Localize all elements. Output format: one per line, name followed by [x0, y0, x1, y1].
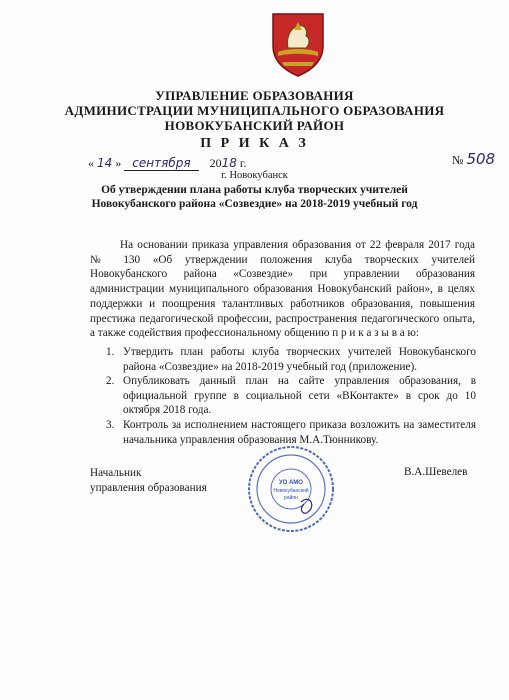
header-line-3: НОВОКУБАНСКИЙ РАЙОН: [164, 118, 345, 133]
header-line-1: УПРАВЛЕНИЕ ОБРАЗОВАНИЯ: [155, 88, 354, 103]
item-text: Опубликовать данный план на сайте управления образования, в официальной группе в социальной сети «ВКонтакте» в срок до 10 октября 2018 года.: [123, 375, 476, 417]
order-date: [88, 156, 246, 171]
item-number: 3.: [106, 418, 115, 431]
date-quote-open: «: [88, 156, 94, 170]
date-year-prefix: 20: [209, 156, 222, 170]
preamble-paragraph: На основании приказа управления образования от 22 февраля 2017 года № 130 «Об утверждении положения клуба творческих учителей Новокубанского района «Созвездие» при управлении образования администрации муниципального образования Новокубанский район», в целях поддержки и поощрения талантливых работников образования, повышения престижа педагогической профессии, распространения педагогического опыта, а также содействия профессиональному общению п р и к а з ы в а ю:: [90, 239, 475, 340]
date-quote-close: »: [115, 156, 122, 170]
item-number: 1.: [106, 346, 115, 358]
date-year-suffix: 18: [221, 156, 237, 170]
stamp-text-3: район: [284, 495, 298, 501]
signatory-name: В.А.Шевелев: [404, 466, 468, 478]
city-line: г. Новокубанск: [221, 170, 288, 181]
subject-line-1: Об утверждении плана работы клуба творческих учителей: [101, 184, 408, 196]
date-day: 14: [97, 156, 113, 170]
item-number: 2.: [106, 375, 115, 388]
number-value: 508: [466, 150, 496, 168]
order-subject: [0, 183, 509, 211]
item-text: Контроль за исполнением настоящего приказа возложить на заместителя начальника управления образования М.А.Тюнникову.: [123, 418, 476, 446]
date-year-label: г.: [239, 156, 247, 170]
subject-line-2: Новокубанского района «Созвездие» на 2018-2019 учебный год: [91, 198, 418, 210]
stamp-text-1: УО АМО: [279, 480, 303, 486]
signatory-position: [90, 466, 207, 495]
coat-of-arms-icon: [268, 8, 328, 78]
item-text: Утвердить план работы клуба творческих учителей Новокубанского района «Созвездие» на 2018-2019 учебный год (приложение).: [123, 346, 476, 373]
stamp-text-2: Новокубанский: [273, 488, 309, 494]
document-type: П Р И К А З: [200, 136, 309, 151]
official-stamp-icon: [246, 444, 336, 534]
position-line-2: управления образования: [90, 481, 207, 494]
order-items-list: [106, 345, 476, 447]
order-number: [452, 150, 495, 168]
list-item: [106, 374, 476, 418]
position-line-1: Начальник: [90, 467, 142, 479]
date-month: сентября: [124, 156, 198, 171]
header-line-2: АДМИНИСТРАЦИИ МУНИЦИПАЛЬНОГО ОБРАЗОВАНИЯ: [64, 103, 445, 118]
list-item: [106, 345, 476, 374]
preamble-section: [90, 238, 475, 341]
list-item: [106, 418, 476, 447]
number-label: №: [452, 153, 464, 167]
